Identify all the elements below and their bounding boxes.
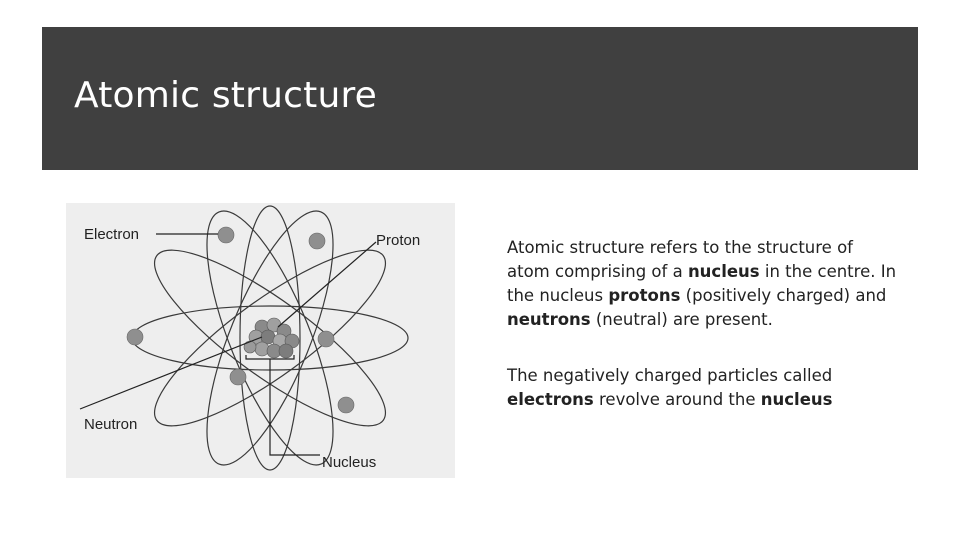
text-run: The negatively charged particles called: [507, 366, 833, 385]
text-run: revolve around the: [593, 390, 761, 409]
text-run: (positively charged) and: [680, 286, 887, 305]
nucleus-cluster: [244, 318, 299, 358]
label-neutron: Neutron: [84, 416, 138, 433]
paragraph-electrons: [507, 364, 897, 412]
text-run: (neutral) are present.: [590, 310, 773, 329]
nucleus-pointer: [270, 359, 320, 455]
text-run: in the centre. In the nucleus: [507, 262, 897, 305]
bold-term-nucleus: nucleus: [687, 262, 760, 281]
bold-term-nucleus: nucleus: [760, 390, 833, 409]
label-electron: Electron: [84, 226, 140, 243]
electron: [338, 397, 354, 413]
paragraph-atomic-structure: [507, 236, 897, 332]
electron: [230, 369, 246, 385]
title-bar: [42, 27, 918, 170]
atom-diagram: [66, 203, 455, 478]
body-text: [507, 236, 897, 444]
label-proton: Proton: [376, 232, 421, 249]
text-run: Atomic structure refers to the structure of atom comprising of a: [507, 238, 853, 281]
electron: [309, 233, 325, 249]
bold-term-electrons: electrons: [507, 390, 594, 409]
nucleon: [279, 344, 293, 358]
bold-term-neutrons: neutrons: [507, 310, 591, 329]
nucleon: [255, 342, 269, 356]
atom-diagram-svg: [66, 203, 455, 478]
bold-term-protons: protons: [608, 286, 681, 305]
label-nucleus: Nucleus: [322, 454, 377, 471]
electron: [127, 329, 143, 345]
electron: [318, 331, 334, 347]
slide-title: Atomic structure: [74, 75, 378, 116]
electron: [218, 227, 234, 243]
